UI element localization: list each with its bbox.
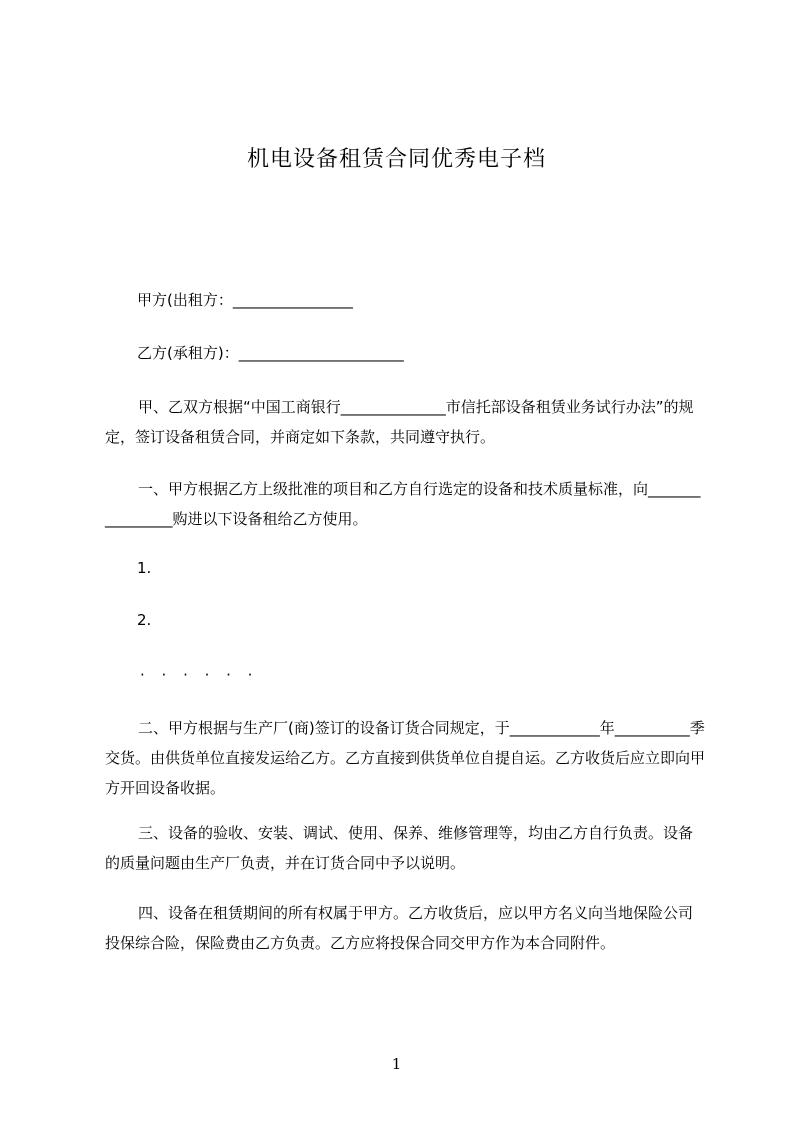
- intro-paragraph: 甲、乙双方根据“中国工商银行______________市信托部设备租赁业务试行办法”的规定，签订设备租赁合同，并商定如下条款，共同遵守执行。: [105, 398, 694, 446]
- clause-2-paragraph: 二、甲方根据与生产厂(商)签订的设备订货合同规定，于____________年__________季交货。由供货单位直接发运给乙方。乙方直接到供货单位自提自运。乙方收货后应立即向甲方开回设备收据。: [105, 719, 706, 797]
- page-title: 机电设备租赁合同优秀电子档: [246, 147, 546, 172]
- party-b-line: 乙方(承租方)：______________________: [137, 344, 404, 362]
- page-number: 1: [391, 1055, 402, 1073]
- clause-4-paragraph: 四、设备在租赁期间的所有权属于甲方。乙方收货后，应以甲方名义向当地保险公司投保综合险，保险费由乙方负责。乙方应将投保合同交甲方作为本合同附件。: [105, 904, 694, 952]
- party-a-line: 甲方(出租方：________________: [137, 291, 353, 309]
- list-item-2: 2.: [137, 611, 152, 629]
- list-item-1: 1.: [137, 559, 152, 577]
- clause-3-paragraph: 三、设备的验收、安装、调试、使用、保养、维修管理等，均由乙方自行负责。设备的质量问题由生产厂负责，并在订货合同中予以说明。: [105, 824, 694, 872]
- clause-1-paragraph: 一、甲方根据乙方上级批准的项目和乙方自行选定的设备和技术质量标准，向________________购进以下设备租给乙方使用。: [105, 480, 701, 528]
- ellipsis: · · · · · ·: [140, 666, 259, 684]
